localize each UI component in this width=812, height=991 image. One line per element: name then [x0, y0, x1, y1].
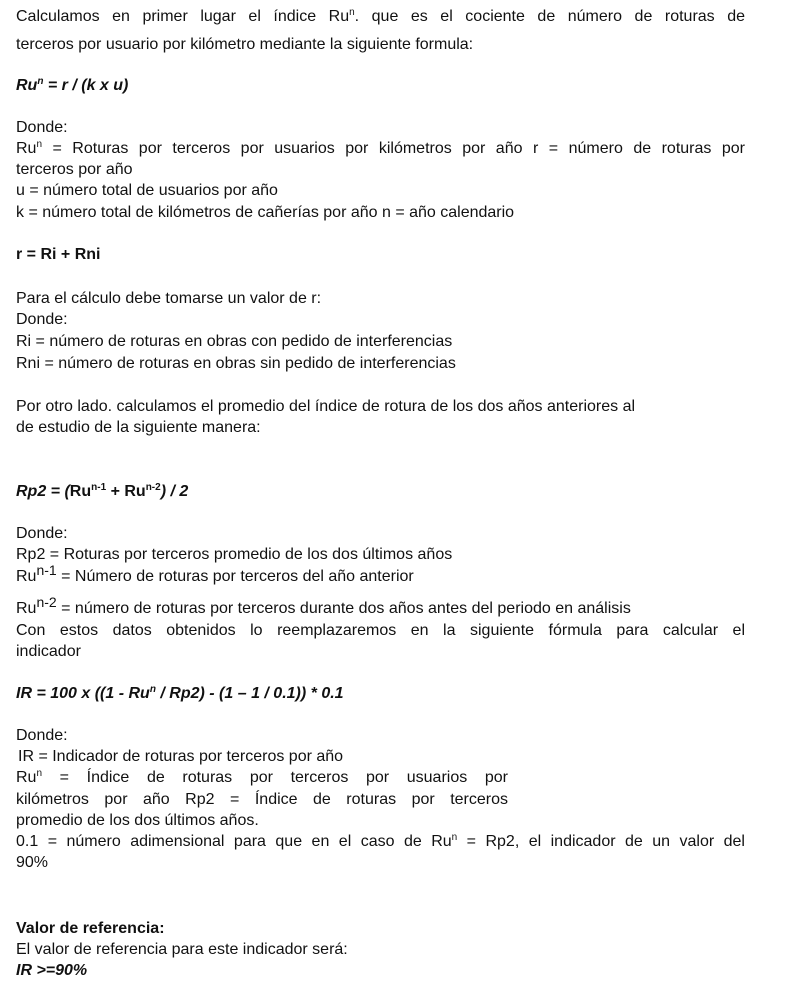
formula-run: $Ru^n = r / (k$ x u) — [16, 76, 129, 94]
referencia-value: IR >=90% — [16, 962, 88, 979]
para-ri: Ri = número de roturas en obras con pedido de interferencias — [16, 333, 453, 350]
donde1-line-2: terceros por año — [16, 161, 133, 178]
donde2-con-1: Con estos datos obtenidos lo reemplazaremos en la siguiente fórmula para calcular el — [16, 622, 745, 639]
formula-ir: IR = 100 x ((1 - Ru$^n$ / Rp2) - (1 – 1 / 0.1)) * 0.1 — [16, 684, 344, 702]
otro-line-1: Por otro lado. calculamos el promedio del índice de rotura de los dos años anteriores al — [16, 398, 636, 415]
formula-r: r = Ri + Rni — [16, 246, 101, 263]
donde3-ru-line-3: promedio de los dos últimos años. — [16, 812, 259, 829]
donde3-ru-line-1: $Ru^n$ = Índice de roturas por terceros por usuarios por — [16, 768, 508, 786]
donde1-line-3: u = número total de usuarios por año — [16, 182, 278, 199]
referencia-text: El valor de referencia para este indicador será: — [16, 941, 348, 958]
donde3-line-5: 90% — [16, 854, 49, 871]
donde2-con-2: indicador — [16, 643, 81, 660]
donde1-line-4: k = número total de kilómetros de cañerías por año n = año calendario — [16, 204, 515, 221]
donde-label-1: Donde: — [16, 119, 68, 136]
para-line-1: Para el cálculo debe tomarse un valor de r: — [16, 290, 322, 307]
otro-line-2: de estudio de la siguiente manera: — [16, 419, 261, 436]
donde3-line-4: 0.1 = número adimensional para que en el caso de $Ru^n = Rp2$, el indicador de un valor del — [16, 832, 745, 850]
donde2-run1: Run-1 = Número de roturas por terceros del año anterior — [16, 562, 414, 585]
donde2-run2: Run-2 = número de roturas por terceros durante dos años antes del periodo en análisis — [16, 594, 631, 617]
intro-line-1: Calculamos en primer lugar el índice Ru$^n$. que es el cociente de número de roturas de — [16, 7, 746, 25]
formula-rp2: $Rp2 = (Ru^{n-1} + Ru^{n-2}) / 2$ — [16, 482, 189, 500]
para-rni: Rni = número de roturas en obras sin pedido de interferencias — [16, 355, 456, 372]
donde3-ir: IR = Indicador de roturas por terceros por año — [18, 748, 344, 765]
donde2-rp2: Rp2 = Roturas por terceros promedio de los dos últimos años — [16, 546, 453, 563]
referencia-title: Valor de referencia: — [16, 920, 165, 937]
donde-label-3: Donde: — [16, 727, 68, 744]
donde1-line-1: $Ru^n$ = Roturas por terceros por usuarios por kilómetros por año r = número de roturas por — [16, 139, 745, 157]
donde3-ru-line-2: kilómetros por año Rp2 = Índice de roturas por terceros — [16, 791, 508, 808]
donde-label-2: Donde: — [16, 525, 68, 542]
intro-line-2: terceros por usuario por kilómetro mediante la siguiente formula: — [16, 36, 474, 53]
para-donde: Donde: — [16, 311, 68, 328]
